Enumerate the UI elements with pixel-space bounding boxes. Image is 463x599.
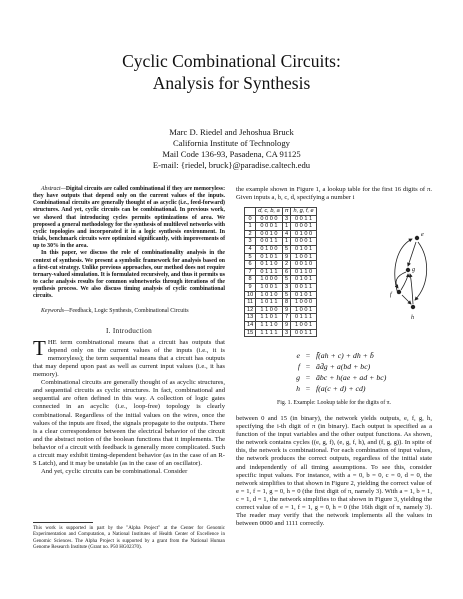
abstract-text-2: In this paper, we discuss the role of combinationality analysis in the context of synthesis. We present a symbolic framework for analysis based on a first-cut strategy. Unlike previous approaches, our method does not require ternary-valued simulation. It is formulated recursively, and thus it permits us to cache analysis results for common subnetworks through iterations of the synthesis process. We also discuss timing analysis of cyclic combinational circuits.: [33, 250, 225, 300]
table-cell: 3: [282, 283, 291, 291]
table-cell: 5: [282, 291, 291, 299]
table-cell: 1 0 1 0: [256, 291, 282, 299]
table-row: [245, 215, 317, 223]
table-cell: 1 0 0 0: [256, 276, 282, 284]
table-row: [245, 276, 317, 284]
footnote-rule: [33, 522, 93, 523]
pi-lookup-table: [244, 207, 317, 337]
equation-lhs: g: [296, 373, 300, 382]
table-row: [245, 306, 317, 314]
table-cell: 1 0 0 1: [291, 321, 316, 329]
table-row: [245, 299, 317, 307]
footnote: This work is supported in part by the "Alpha Project" at the Center for Genomic Experimentation and Computation, a National Institutes of Health Center of Excellence in Genomic Sciences. The Alpha Project is supported by a grant from the National Human Genome Research Institute (Grant no. P50 HG02370).: [33, 526, 225, 550]
right-body: [236, 415, 432, 528]
node-f: [397, 290, 401, 294]
equation-rhs: f(a(c + d) + cd): [316, 384, 366, 393]
keywords-text: Feedback, Logic Synthesis, Combinational Circuits: [69, 307, 189, 314]
node-label-g: g: [412, 267, 415, 273]
table-cell: 1 0 0 1: [291, 306, 316, 314]
lookup-table-container: [244, 207, 317, 337]
table-header: d, c, b, a: [256, 208, 282, 216]
author-block: [0, 127, 463, 171]
node-g: [406, 268, 410, 272]
table-cell: 0 1 1 1: [291, 314, 316, 322]
keywords-lead: Keywords—: [41, 307, 70, 314]
table-header: h, g, f, e: [291, 208, 316, 216]
table-cell: 2: [245, 230, 256, 238]
table-cell: 0 1 1 0: [256, 261, 282, 269]
table-cell: 0 0 0 1: [291, 238, 316, 246]
left-column: [33, 186, 225, 476]
table-cell: 10: [245, 291, 256, 299]
table-cell: 0 1 1 0: [291, 268, 316, 276]
table-cell: 0 1 0 1: [291, 245, 316, 253]
table-row: [245, 245, 317, 253]
abstract-text: Digital circuits are called combinational if they are memoryless: they have outputs that depend only on the current values of the inputs. Combinational circuits are generally thought of as acyclic (i.e., feed-forward) structures. And yet, cyclic circuits can be combinational. In previous work, we showed that introducing cycles permits optimizations of area. We proposed a general methodology for the synthesis of multilevel networks with cyclic topologies and incorporated it in a logic synthesis environment. In trials, benchmark circuits were optimized significantly, with improvements of up to 30% in the area.: [33, 186, 225, 250]
table-header-row: [245, 208, 317, 216]
table-cell: 0 0 1 1: [291, 283, 316, 291]
equation-rel: =: [305, 373, 311, 382]
introduction-body: [33, 335, 225, 477]
intro-paragraph-1: HE term combinational means that a circuit has outputs that depend only on the current values of the inputs (i.e., it is memoryless); the term sequential means that a circuit has outputs that may depend upon past as well as current input values (i.e., it has memory).: [33, 338, 225, 379]
table-cell: 4: [245, 245, 256, 253]
table-cell: 0 0 1 1: [291, 329, 316, 337]
equation-rel: =: [305, 384, 311, 393]
table-row: [245, 283, 317, 291]
title-line-2: Analysis for Synthesis: [152, 73, 311, 93]
figure-lead-text: the example shown in Figure 1, a lookup table for the first 16 digits of π. Given inputs a, b, c, d, specifying a number i: [236, 186, 432, 202]
paragraph-after-figure: between 0 and 15 (in binary), the network yields outputs, e, f, g, h, specifying the i-th digit of π (in binary). Each output is specified as a function of the input variables and the other output functions. As shown, the network contains cycles ((e, g, f), (e, g, f, h), and (f, g, g)). In spite of this, the network is combinational. For each combination of input values, the network produces the correct outputs, regardless of the initial state and independently of all timing assumptions. To see this, consider specific input values. For instance, with a = 0, b = 0, c = 0, d = 0, the network simplifies to that shown in Figure 2, yielding the correct value of e = 1, f = 1, g = 0, h = 0 (the first digit of π, namely 3). With a = 1, b = 1, c = 1, d = 1, the network simplifies to that shown in Figure 3, yielding the correct value of e = 1, f = 1, g = 0, h = 0 (the 16th digit of π, namely 3). The reader may verify that the network implements all the values in between 0000 and 1111 correctly.: [236, 415, 432, 528]
table-cell: 0 1 0 1: [291, 276, 316, 284]
equation-block: [286, 350, 386, 394]
title-line-1: Cyclic Combinational Circuits:: [122, 51, 341, 71]
table-cell: 15: [245, 329, 256, 337]
node-label-h: h: [411, 315, 414, 321]
table-cell: 1 0 0 1: [256, 283, 282, 291]
edge-h-g: [410, 274, 413, 304]
table-cell: 9: [282, 306, 291, 314]
table-header: π: [282, 208, 291, 216]
table-row: [245, 268, 317, 276]
edge-e-g: [408, 242, 416, 266]
table-cell: 1 1 1 1: [256, 329, 282, 337]
table-row: [245, 329, 317, 337]
table-cell: 1: [282, 223, 291, 231]
table-row: [245, 291, 317, 299]
table-cell: 0: [245, 215, 256, 223]
table-cell: 9: [245, 283, 256, 291]
table-row: [245, 261, 317, 269]
table-row: [245, 230, 317, 238]
table-cell: 9: [282, 253, 291, 261]
table-cell: 5: [282, 245, 291, 253]
table-body: [245, 215, 317, 337]
table-cell: 1 1 1 0: [256, 321, 282, 329]
equation-f: [286, 361, 386, 372]
table-cell: 7: [282, 314, 291, 322]
equation-lhs: h: [296, 384, 300, 393]
table-cell: 1 0 1 1: [256, 299, 282, 307]
table-cell: 0 1 1 1: [256, 268, 282, 276]
table-cell: 1 1 0 0: [256, 306, 282, 314]
abstract: [33, 186, 225, 301]
table-cell: 9: [282, 321, 291, 329]
table-row: [245, 223, 317, 231]
equation-rel: =: [305, 362, 311, 371]
table-cell: 1 0 0 1: [291, 253, 316, 261]
edge-f-h: [402, 295, 411, 304]
affiliation: California Institute of Technology: [173, 138, 290, 148]
table-row: [245, 253, 317, 261]
table-cell: 11: [245, 299, 256, 307]
edge-g-f: [396, 272, 406, 288]
table-cell: 0 0 0 0: [256, 215, 282, 223]
intro-paragraph-3: And yet, cyclic circuits can be combinational. Consider: [41, 468, 188, 476]
table-cell: 7: [245, 268, 256, 276]
table-cell: 12: [245, 306, 256, 314]
cyclic-network-diagram: [384, 228, 440, 340]
table-cell: 0 0 1 0: [291, 261, 316, 269]
table-cell: 0 1 0 1: [291, 291, 316, 299]
abstract-lead: Abstract—: [41, 186, 66, 192]
table-cell: 8: [245, 276, 256, 284]
table-cell: 5: [282, 276, 291, 284]
table-row: [245, 238, 317, 246]
table-cell: 0 1 0 1: [256, 253, 282, 261]
table-cell: 1: [245, 223, 256, 231]
table-cell: 8: [282, 299, 291, 307]
table-cell: 0 1 0 0: [256, 245, 282, 253]
section-heading-introduction: I. Introduction: [105, 326, 153, 335]
table-cell: 1 0 0 0: [291, 299, 316, 307]
node-e: [415, 236, 419, 240]
address: Mail Code 136-93, Pasadena, CA 91125: [162, 149, 301, 159]
email: E-mail: {riedel, bruck}@paradise.caltech.edu: [152, 160, 311, 170]
table-cell: 0 0 1 0: [256, 230, 282, 238]
equation-rhs: f̄(ah + c) + dh + b̄: [316, 351, 374, 360]
table-cell: 0 0 1 1: [291, 215, 316, 223]
equation-rhs: ābc + h(ae + ad + bc): [316, 373, 387, 382]
intro-paragraph-2: Combinational circuits are generally thought of as acyclic structures, and sequential circuits as cyclic structures. In fact, combinational and sequential are often defined in this way. A collection of logic gates connected in an acyclic (i.e., loop-free) topology is clearly combinational. Regardless of the initial values on the wires, once the values of the inputs are fixed, the signals propagate to the outputs. There is a clear correspondence between the electrical behavior of the circuit and the abstract notion of the boolean functions that it implements. The behavior of a circuit with feedback is generally more complicated. Such a circuit may exhibit timing-dependent behavior (as in the case of an R-S Latch), and it may be unstable (as in the case of an oscillator).: [33, 379, 225, 468]
table-cell: 1 1 0 1: [256, 314, 282, 322]
node-label-e: e: [421, 232, 424, 238]
table-cell: 6: [245, 261, 256, 269]
authors: Marc D. Riedel and Jehoshua Bruck: [169, 127, 294, 137]
node-label-f: f: [390, 292, 392, 298]
equation-e: [286, 350, 386, 361]
keywords: [33, 308, 225, 315]
dropcap: T: [33, 335, 46, 360]
table-cell: 0 1 0 0: [291, 230, 316, 238]
equation-h: [286, 383, 386, 394]
equation-rhs: ād̄g + a(bd + bc): [316, 362, 371, 371]
table-cell: 14: [245, 321, 256, 329]
table-cell: 3: [282, 329, 291, 337]
table-cell: 0 0 0 1: [291, 223, 316, 231]
table-row: [245, 321, 317, 329]
table-cell: 0 0 1 1: [256, 238, 282, 246]
table-row: [245, 314, 317, 322]
table-cell: 3: [282, 215, 291, 223]
figure-caption: Fig. 1. Example: Lookup table for the digits of π.: [276, 400, 392, 406]
edge-f-g: [401, 274, 408, 290]
equation-rel: =: [305, 351, 311, 360]
table-cell: 5: [245, 253, 256, 261]
table-cell: 2: [282, 261, 291, 269]
table-cell: 0 0 0 1: [256, 223, 282, 231]
edge-e-h: [415, 242, 427, 300]
equation-lhs: f: [297, 362, 300, 371]
table-cell: 13: [245, 314, 256, 322]
node-h: [411, 305, 415, 309]
right-intro-text: [236, 186, 432, 202]
equation-lhs: e: [296, 351, 300, 360]
paper-title: [0, 50, 463, 94]
table-cell: 6: [282, 268, 291, 276]
table-cell: 3: [245, 238, 256, 246]
equation-g: [286, 372, 386, 383]
table-cell: 1: [282, 238, 291, 246]
table-cell: 4: [282, 230, 291, 238]
table-header: [245, 208, 256, 216]
